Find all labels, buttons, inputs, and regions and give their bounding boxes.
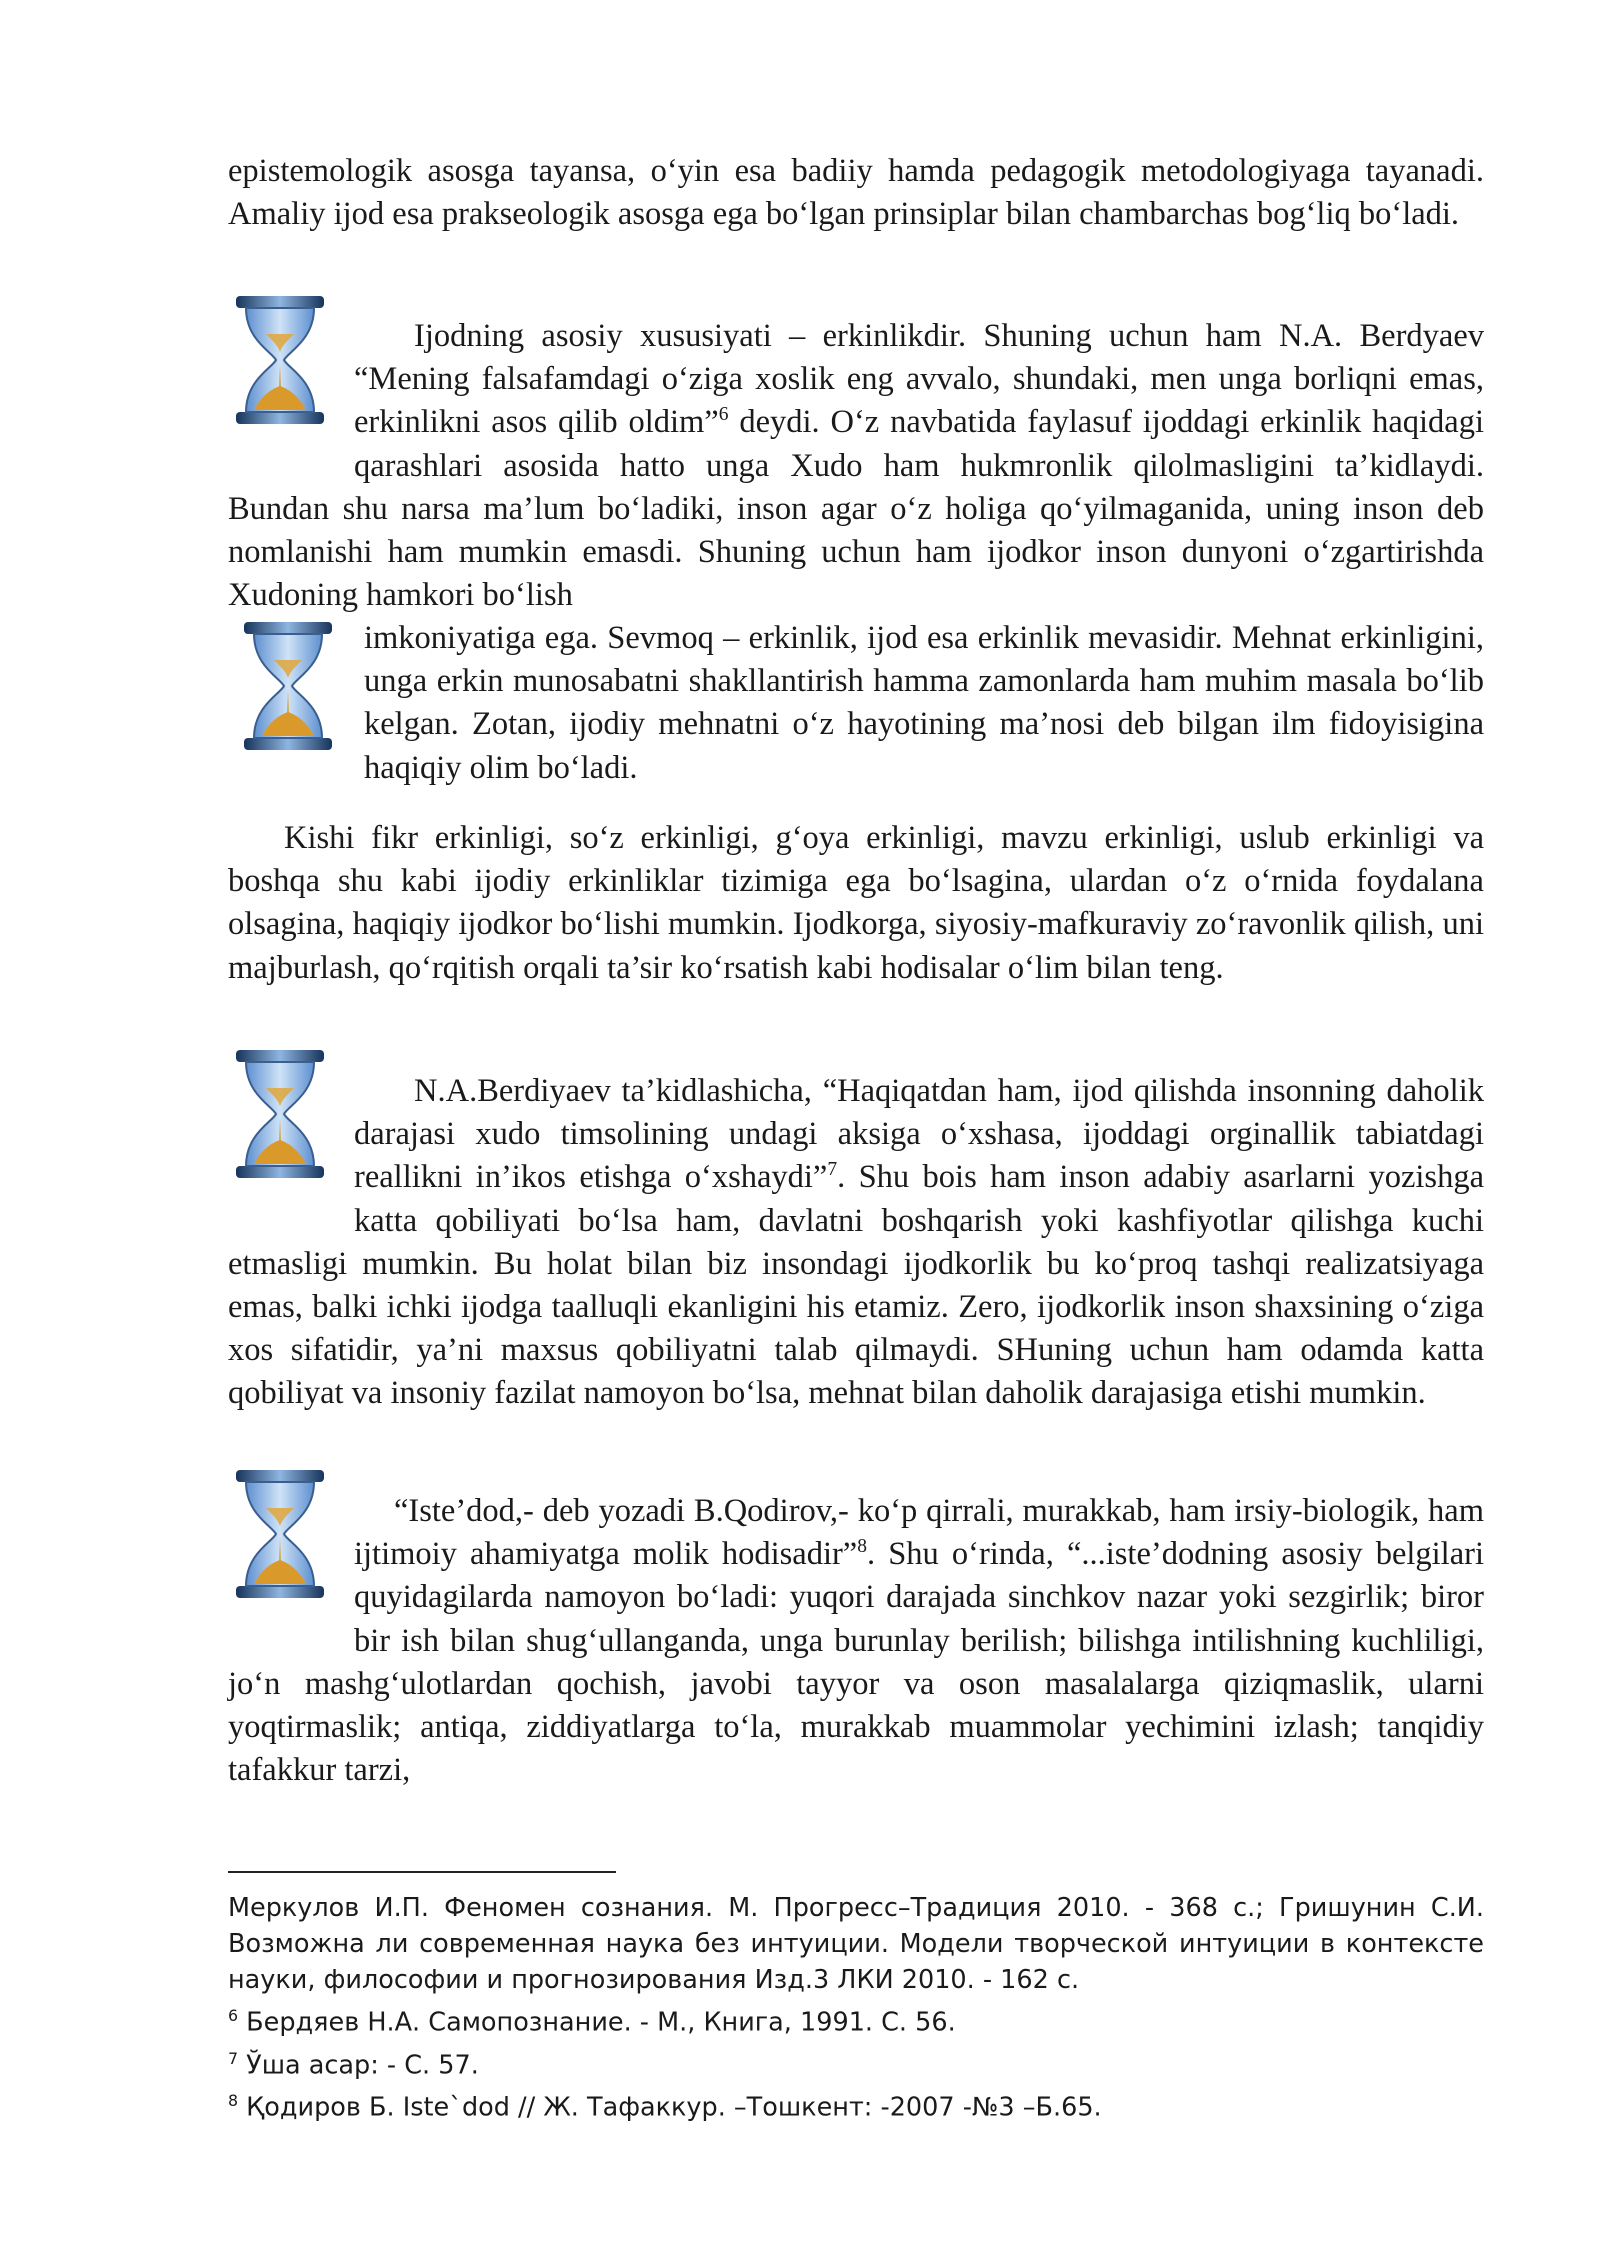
footnote-6-text: Бердяев Н.А. Самопознание. - М., Книга, 1991. С. 56. [238,2007,956,2038]
paragraph-2 [228,315,1484,617]
footnote-separator [228,1871,616,1873]
paragraph-2-text-a: Ijodning asosiy xususiyati – erkinlikdir. Shuning uchun ham N.A. Berdyaev “Mening falsafamdagi o‘ziga xoslik eng avvalo, shundaki, men unga borliqni emas, erkinlikni asos qilib oldim” [354,318,1484,441]
footnote-8-text: Қодиров Б. Iste`dod // Ж. Тафаккур. –Тошкент: -2007 -№3 –Б.65. [238,2092,1102,2123]
paragraph-2-continuation: imkoniyatiga ega. Sevmoq – erkinlik, ijod esa erkinlik mevasidir. Mehnat erkinligini, unga erkin munosabatni shakllantirish hamma zamonlarda ham muhim masala bo‘lib kelgan. Zotan, ijodiy mehnatni o‘z hayotining ma’nosi deb bilgan ilm fidoyisigina haqiqiy olim bo‘ladi. [364,620,1484,786]
footnote-ref-6: 6 [718,404,729,426]
paragraph-5-block [228,1490,1484,1792]
paragraph-5-text-a: “Iste’dod,- deb yozadi B.Qodirov,- ko‘p qirrali, murakkab, ham irsiy-biologik, ham ijtimoiy ahamiyatga molik hodisadir” [354,1493,1484,1573]
paragraph-5-text-b: . Shu o‘rinda, “...iste’dodning asosiy belgilari quyidagilarda namoyon bo‘ladi: yuqori darajada sinchkov nazar yoki sezgirlik; biror bir ish bilan shug‘ullanganda, unga burunlay berilish; bilishga intilishning kuchliligi, jo‘n mashg‘ulotlardan qochish, javobi tayyor va oson masalalarga qiziqmaslik, ularni yoqtirmaslik; antiqa, ziddiyatlarga to‘la, murakkab muammolar yechimini izlash; tanqidiy tafakkur tarzi, [228,1536,1484,1789]
footnote-6-number: 6 [228,2006,239,2025]
paragraph-2-cont-block [364,617,1484,790]
footnote-7-text: Ўша асар: - С. 57. [238,2050,479,2080]
footnote-ref-7: 7 [827,1159,838,1181]
footnote-8-number: 8 [228,2091,239,2110]
paragraph-3-block [228,817,1484,990]
hourglass-icon [240,620,336,752]
paragraph-4-text-a: N.A.Berdiyaev ta’kidlashicha, “Haqiqatdan ham, ijod qilishda insonning daholik darajasi xudo timsolining undagi aksiga o‘xshasa, ijoddagi orginallik tabiatdagi reallikni in’ikos etishga o‘xshaydi” [354,1073,1484,1196]
paragraph-5 [228,1490,1484,1792]
footnotes [228,1890,1484,2126]
footnote-7-number: 7 [228,2048,239,2068]
footnote-6 [228,1998,1484,2041]
footnote-7 [228,2041,1484,2084]
paragraph-2-block [228,315,1484,617]
footnote-continuation: Меркулов И.П. Феномен сознания. М. Прогресс–Традиция 2010. - 368 с.; Гришунин С.И. Возможна ли современная наука без интуиции. Модели творческой интуиции в контексте науки, философии и прогнозирования Изд.3 ЛКИ 2010. - 162 с. [228,1893,1484,1995]
paragraph-4-block [228,1070,1484,1416]
paragraph-3: Kishi fikr erkinligi, so‘z erkinligi, g‘oya erkinligi, mavzu erkinligi, uslub erkinligi va boshqa shu kabi ijodiy erkinliklar tizimiga ega bo‘lsagina, ulardan o‘z o‘rnida foydalana olsagina, haqiqiy ijodkor bo‘lishi mumkin. Ijodkorga, siyosiy-mafkuraviy zo‘ravonlik qilish, uni majburlash, qo‘rqitish orqali ta’sir ko‘rsatish kabi hodisalar o‘lim bilan teng. [228,820,1484,986]
paragraph-1-block [228,150,1484,236]
paragraph-1: epistemologik asosga tayansa, o‘yin esa badiiy hamda pedagogik metodologiyaga tayanadi. Amaliy ijod esa prakseologik asosga ega bo‘lgan prinsiplar bilan chambarchas bog‘liq bo‘ladi. [228,153,1484,233]
paragraph-2-text-b: deydi. O‘z navbatida faylasuf ijoddagi erkinlik haqidagi qarashlari asosida hatto unga Xudo ham hukmronlik qilolmasligini ta’kidlaydi. Bundan shu narsa ma’lum bo‘ladiki, inson agar o‘z holiga qo‘yilmaganida, uning inson deb nomlanishi ham mumkin emasdi. Shuning uchun ham ijodkor inson dunyoni o‘zgartirishda Xudoning hamkori bo‘lish [228,404,1484,614]
footnote-8 [228,2083,1484,2126]
footnote-ref-8: 8 [857,1536,867,1558]
paragraph-4-text-b: . Shu bois ham inson adabiy asarlarni yozishga katta qobiliyati bo‘lsa ham, davlatni boshqarish yoki kashfiyotlar qilishga kuchi etmasligi mumkin. Bu holat bilan biz insondagi ijodkorlik bu ko‘proq tashqi realizatsiyaga emas, balki ichki ijodga taalluqli ekanligini his etamiz. Zero, ijodkorlik inson shaxsining o‘ziga xos sifatidir, ya’ni maxsus qobiliyatni talab qilmaydi. SHuning uchun ham odamda katta qobiliyat va insoniy fazilat namoyon bo‘lsa, mehnat bilan daholik darajasiga etishi mumkin. [228,1159,1484,1412]
paragraph-4 [228,1070,1484,1416]
